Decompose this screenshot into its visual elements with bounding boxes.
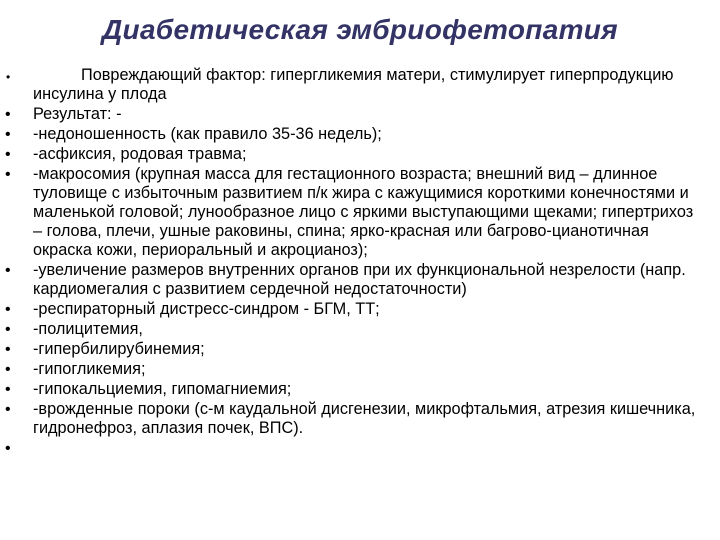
bullet-icon: •	[5, 321, 11, 338]
list-item	[0, 320, 720, 339]
list-item	[0, 145, 720, 164]
list-item-text: -гипокальциемия, гипомагниемия;	[33, 380, 292, 398]
bullet-list	[0, 66, 720, 459]
list-item-text: -полицитемия,	[33, 320, 143, 338]
bullet-icon: •	[5, 146, 11, 163]
list-item-text: Повреждающий фактор: гипергликемия матери, стимулирует гиперпродукцию инсулина у плода	[33, 66, 674, 103]
list-item	[0, 66, 720, 104]
bullet-icon: •	[5, 341, 11, 358]
list-item	[0, 125, 720, 144]
list-item	[0, 261, 720, 299]
bullet-icon: •	[5, 126, 11, 143]
list-item-text: -асфиксия, родовая травма;	[33, 145, 247, 163]
bullet-icon: •	[5, 301, 11, 318]
list-item	[0, 340, 720, 359]
list-item-text: Результат: -	[33, 105, 122, 123]
bullet-icon: •	[5, 106, 11, 123]
list-item-text: -гипербилирубинемия;	[33, 340, 205, 358]
bullet-icon: •	[5, 440, 11, 457]
list-item-text: -увеличение размеров внутренних органов при их функциональной незрелости (напр. кардиомегалия с развитием сердечной недостаточности)	[33, 261, 686, 298]
slide-title: Диабетическая эмбриофетопатия	[102, 14, 618, 45]
list-item	[0, 400, 720, 438]
list-item-text: -врожденные пороки (с-м каудальной дисгенезии, микрофтальмия, атрезия кишечника, гидронефроз, аплазия почек, ВПС).	[33, 400, 696, 437]
bullet-icon: •	[6, 70, 11, 84]
list-item-text: -макросомия (крупная масса для гестационного возраста; внешний вид – длинное туловище с избыточным развитием п/к жира с кажущимися короткими конечностями и маленькой головой; лунообразное лицо с яркими выступающими щеками; гипертрихоз – голова, плечи, ушные раковины, спина; ярко-красная или багрово-цианотичная окраска кожи, периоральный и акроцианоз);	[33, 165, 694, 259]
bullet-icon: •	[5, 401, 11, 418]
list-item-text: -гипогликемия;	[33, 360, 146, 378]
list-item	[0, 105, 720, 124]
list-item-text: -недоношенность (как правило 35-36 недель);	[33, 125, 382, 143]
bullet-icon: •	[5, 166, 11, 183]
bullet-icon: •	[5, 361, 11, 378]
list-item	[0, 360, 720, 379]
list-item-text: -респираторный дистресс-синдром - БГМ, ТТ;	[33, 300, 380, 318]
list-item	[0, 439, 720, 458]
list-item	[0, 165, 720, 260]
bullet-icon: •	[5, 381, 11, 398]
list-item	[0, 380, 720, 399]
bullet-icon: •	[5, 262, 11, 279]
list-item	[0, 300, 720, 319]
